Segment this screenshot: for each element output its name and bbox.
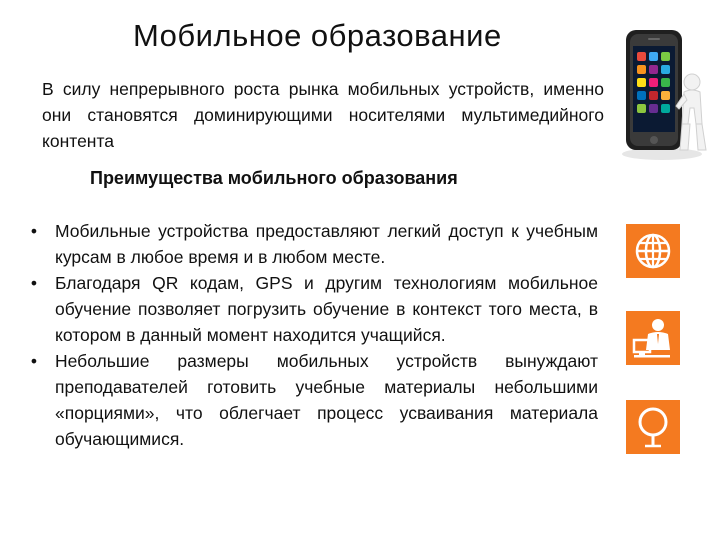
location-tile — [626, 400, 680, 454]
list-item-text: Небольшие размеры мобильных устройств вынуждают преподавателей готовить учебные материалы небольшими «порциями», что облегчает процесс усваивания материала обучающимися. — [55, 351, 598, 449]
list-item — [28, 218, 598, 270]
list-item-text: Мобильные устройства предоставляют легкий доступ к учебным курсам в любое время и в любом месте. — [55, 221, 598, 267]
advantages-list — [28, 218, 598, 452]
section-subtitle: Преимущества мобильного образования — [90, 168, 458, 188]
bullet-marker: • — [30, 273, 38, 293]
person-at-computer-icon — [631, 316, 675, 360]
slide-title: Мобильное образование — [133, 18, 502, 53]
list-item — [28, 348, 598, 452]
intro-paragraph: В силу непрерывного роста рынка мобильных устройств, именно они становятся доминирующими носителями мультимедийного контента — [42, 79, 604, 151]
globe-tile — [626, 224, 680, 278]
globe-icon — [633, 231, 673, 271]
bullet-marker: • — [30, 351, 38, 371]
person-computer-tile — [626, 311, 680, 365]
location-pin-icon — [633, 405, 673, 449]
smartphone-with-figure-icon — [612, 24, 712, 164]
list-item-text: Благодаря QR кодам, GPS и другим технологиям мобильное обучение позволяет погрузить обучение в контекст того места, в котором в данный момент находится учащийся. — [55, 273, 598, 345]
list-item — [28, 270, 598, 348]
bullet-marker: • — [30, 221, 38, 241]
